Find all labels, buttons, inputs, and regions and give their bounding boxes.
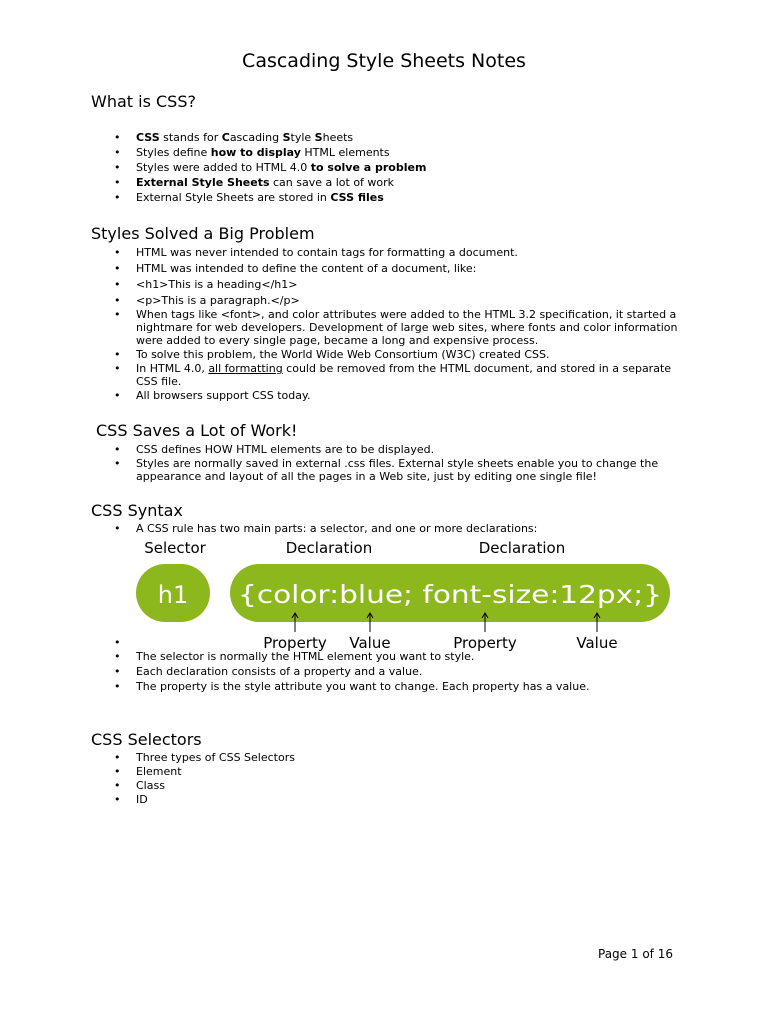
list-item: • A CSS rule has two main parts: a selector, and one or more declarations: xyxy=(0,522,768,535)
property-label-2: Property xyxy=(453,634,517,652)
list-item: • The property is the style attribute you want to change. Each property has a value. xyxy=(0,680,768,693)
page-title: Cascading Style Sheets Notes xyxy=(242,50,526,72)
page-number: Page 1 of 16 xyxy=(598,947,673,961)
list-item: • <h1>This is a heading</h1> xyxy=(0,278,768,291)
list-item: • Styles are normally saved in external .css files. External style sheets enable you to change the appearance and layout of all the pages in a Web site, just by editing one single file! xyxy=(0,457,768,483)
list-item: • In HTML 4.0, all formatting could be removed from the HTML document, and stored in a separate CSS file. xyxy=(0,362,768,388)
styles-solved-list xyxy=(0,246,768,402)
declaration-text: {color:blue; font-size:12px;} xyxy=(238,580,662,609)
list-item: • When tags like <font>, and color attributes were added to the HTML 3.2 specification, it started a nightmare for web developers. Development of large web sites, where fonts and color information were added to every single page, became a long and expensive process. xyxy=(0,308,768,347)
list-item: • Styles were added to HTML 4.0 to solve a problem xyxy=(0,161,768,174)
list-item: • CSS stands for Cascading Style Sheets xyxy=(0,131,768,144)
selector-label: Selector xyxy=(144,539,206,557)
section-heading-css-saves-work: CSS Saves a Lot of Work! xyxy=(96,421,298,440)
value-label-2: Value xyxy=(576,634,618,652)
list-item: • The selector is normally the HTML element you want to style. xyxy=(0,650,768,663)
section-heading-css-selectors: CSS Selectors xyxy=(91,730,202,749)
list-item: • ID xyxy=(0,793,768,806)
list-item: • Class xyxy=(0,779,768,792)
list-item: • Three types of CSS Selectors xyxy=(0,751,768,764)
list-item: • CSS defines HOW HTML elements are to be displayed. xyxy=(0,443,768,456)
property-label-1: Property xyxy=(263,634,327,652)
declaration-label-1: Declaration xyxy=(285,539,373,557)
css-syntax-details-list xyxy=(0,636,768,693)
list-item: • HTML was never intended to contain tags for formatting a document. xyxy=(0,246,768,259)
list-item: • <p>This is a paragraph.</p> xyxy=(0,294,768,307)
list-item: • Each declaration consists of a property and a value. xyxy=(0,665,768,678)
list-item: • All browsers support CSS today. xyxy=(0,389,768,402)
selector-text: h1 xyxy=(157,581,189,609)
list-item: • Element xyxy=(0,765,768,778)
what-is-css-list xyxy=(0,131,768,204)
declaration-label-2: Declaration xyxy=(478,539,566,557)
section-heading-css-syntax: CSS Syntax xyxy=(91,501,183,520)
section-heading-what-is-css: What is CSS? xyxy=(91,92,196,111)
css-saves-work-list xyxy=(0,443,768,483)
list-item: • Styles define how to display HTML elements xyxy=(0,146,768,159)
list-item xyxy=(0,636,768,649)
css-selectors-list xyxy=(0,751,768,806)
section-heading-styles-solved: Styles Solved a Big Problem xyxy=(91,224,315,243)
list-item: • To solve this problem, the World Wide Web Consortium (W3C) created CSS. xyxy=(0,348,768,361)
value-label-1: Value xyxy=(349,634,391,652)
list-item: • HTML was intended to define the content of a document, like: xyxy=(0,262,768,275)
list-item: • External Style Sheets can save a lot of work xyxy=(0,176,768,189)
css-syntax-diagram xyxy=(130,534,680,652)
list-item: • External Style Sheets are stored in CSS files xyxy=(0,191,768,204)
